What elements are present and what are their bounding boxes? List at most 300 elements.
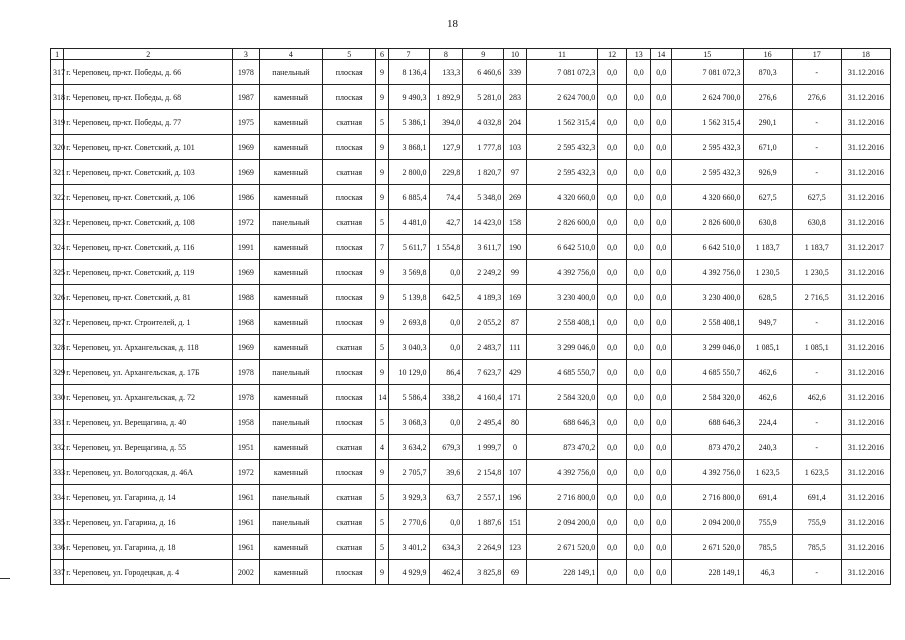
- cost-per-sqm-cell: 870,3: [743, 60, 792, 85]
- fund-3-cell: 0,0: [651, 135, 671, 160]
- total-area-cell: 6 885,4: [388, 185, 429, 210]
- cost-per-sqm-cell: 462,6: [743, 385, 792, 410]
- row-number-cell: 322: [51, 185, 64, 210]
- max-cost-per-sqm-cell: 630,8: [792, 210, 841, 235]
- row-number-cell: 321: [51, 160, 64, 185]
- completion-date-cell: 31.12.2016: [841, 135, 890, 160]
- wall-material-cell: каменный: [259, 110, 322, 135]
- wall-material-cell: панельный: [259, 360, 322, 385]
- column-number-header: 5: [323, 49, 376, 60]
- total-cost-cell: 1 562 315,4: [526, 110, 598, 135]
- residents-cell: 80: [504, 410, 527, 435]
- total-area-cell: 8 136,4: [388, 60, 429, 85]
- wall-material-cell: каменный: [259, 385, 322, 410]
- fund-3-cell: 0,0: [651, 285, 671, 310]
- total-area-cell: 3 040,3: [388, 335, 429, 360]
- column-number-header: 14: [651, 49, 671, 60]
- total-area-cell: 5 586,4: [388, 385, 429, 410]
- roof-type-cell: скатная: [323, 510, 376, 535]
- cost-per-sqm-cell: 630,8: [743, 210, 792, 235]
- max-cost-per-sqm-cell: -: [792, 410, 841, 435]
- owners-funds-cell: 1 562 315,4: [671, 110, 743, 135]
- fund-1-cell: 0,0: [598, 385, 627, 410]
- floors-cell: 9: [376, 460, 388, 485]
- roof-type-cell: скатная: [323, 160, 376, 185]
- fund-3-cell: 0,0: [651, 235, 671, 260]
- total-cost-cell: 4 392 756,0: [526, 260, 598, 285]
- residents-cell: 99: [504, 260, 527, 285]
- fund-1-cell: 0,0: [598, 535, 627, 560]
- table-row: [51, 185, 891, 210]
- owners-funds-cell: 2 624 700,0: [671, 85, 743, 110]
- total-area-cell: 3 929,3: [388, 485, 429, 510]
- fund-2-cell: 0,0: [626, 160, 651, 185]
- cost-per-sqm-cell: 290,1: [743, 110, 792, 135]
- total-area-cell: 2 693,8: [388, 310, 429, 335]
- floors-cell: 9: [376, 185, 388, 210]
- max-cost-per-sqm-cell: 276,6: [792, 85, 841, 110]
- total-area-cell: 5 611,7: [388, 235, 429, 260]
- address-cell: г. Череповец, ул. Гагарина, д. 16: [64, 510, 233, 535]
- nonresidential-area-cell: 0,0: [429, 310, 463, 335]
- residential-area-cell: 4 160,4: [463, 385, 504, 410]
- address-cell: г. Череповец, пр-кт. Советский, д. 116: [64, 235, 233, 260]
- residential-area-cell: 5 281,0: [463, 85, 504, 110]
- address-cell: г. Череповец, ул. Архангельская, д. 118: [64, 335, 233, 360]
- completion-date-cell: 31.12.2017: [841, 235, 890, 260]
- completion-date-cell: 31.12.2016: [841, 85, 890, 110]
- completion-date-cell: 31.12.2016: [841, 110, 890, 135]
- fund-2-cell: 0,0: [626, 335, 651, 360]
- nonresidential-area-cell: 0,0: [429, 510, 463, 535]
- fund-2-cell: 0,0: [626, 110, 651, 135]
- nonresidential-area-cell: 1 554,8: [429, 235, 463, 260]
- max-cost-per-sqm-cell: 691,4: [792, 485, 841, 510]
- table-row: [51, 310, 891, 335]
- fund-1-cell: 0,0: [598, 560, 627, 585]
- total-cost-cell: 2 826 600,0: [526, 210, 598, 235]
- address-cell: г. Череповец, пр-кт. Строителей, д. 1: [64, 310, 233, 335]
- max-cost-per-sqm-cell: 627,5: [792, 185, 841, 210]
- table-row: [51, 360, 891, 385]
- total-area-cell: 3 868,1: [388, 135, 429, 160]
- wall-material-cell: панельный: [259, 485, 322, 510]
- fund-2-cell: 0,0: [626, 435, 651, 460]
- completion-date-cell: 31.12.2016: [841, 535, 890, 560]
- residents-cell: 151: [504, 510, 527, 535]
- max-cost-per-sqm-cell: -: [792, 435, 841, 460]
- max-cost-per-sqm-cell: 1 230,5: [792, 260, 841, 285]
- total-cost-cell: 3 230 400,0: [526, 285, 598, 310]
- table-row: [51, 535, 891, 560]
- table-row: [51, 160, 891, 185]
- fund-1-cell: 0,0: [598, 110, 627, 135]
- fund-3-cell: 0,0: [651, 160, 671, 185]
- total-cost-cell: 3 299 046,0: [526, 335, 598, 360]
- cost-per-sqm-cell: 1 230,5: [743, 260, 792, 285]
- fund-2-cell: 0,0: [626, 535, 651, 560]
- fund-1-cell: 0,0: [598, 185, 627, 210]
- residents-cell: 103: [504, 135, 527, 160]
- wall-material-cell: панельный: [259, 410, 322, 435]
- cost-per-sqm-cell: 627,5: [743, 185, 792, 210]
- fund-1-cell: 0,0: [598, 135, 627, 160]
- roof-type-cell: плоская: [323, 560, 376, 585]
- fund-2-cell: 0,0: [626, 85, 651, 110]
- row-number-cell: 337: [51, 560, 64, 585]
- fund-1-cell: 0,0: [598, 510, 627, 535]
- total-area-cell: 3 401,2: [388, 535, 429, 560]
- fund-1-cell: 0,0: [598, 210, 627, 235]
- fund-2-cell: 0,0: [626, 185, 651, 210]
- row-number-cell: 317: [51, 60, 64, 85]
- address-cell: г. Череповец, ул. Гагарина, д. 14: [64, 485, 233, 510]
- cost-per-sqm-cell: 755,9: [743, 510, 792, 535]
- row-number-cell: 331: [51, 410, 64, 435]
- table-row: [51, 410, 891, 435]
- floors-cell: 5: [376, 485, 388, 510]
- floors-cell: 9: [376, 85, 388, 110]
- residential-area-cell: 4 189,3: [463, 285, 504, 310]
- table-row: [51, 60, 891, 85]
- max-cost-per-sqm-cell: 1 085,1: [792, 335, 841, 360]
- wall-material-cell: каменный: [259, 135, 322, 160]
- cost-per-sqm-cell: 1 623,5: [743, 460, 792, 485]
- residential-area-cell: 4 032,8: [463, 110, 504, 135]
- total-area-cell: 5 386,1: [388, 110, 429, 135]
- floors-cell: 9: [376, 135, 388, 160]
- nonresidential-area-cell: 74,4: [429, 185, 463, 210]
- year-built-cell: 1978: [233, 360, 260, 385]
- year-built-cell: 1961: [233, 485, 260, 510]
- cost-per-sqm-cell: 1 183,7: [743, 235, 792, 260]
- cost-per-sqm-cell: 462,6: [743, 360, 792, 385]
- fund-2-cell: 0,0: [626, 460, 651, 485]
- floors-cell: 5: [376, 335, 388, 360]
- address-cell: г. Череповец, пр-кт. Победы, д. 68: [64, 85, 233, 110]
- fund-3-cell: 0,0: [651, 260, 671, 285]
- floors-cell: 9: [376, 260, 388, 285]
- cost-per-sqm-cell: 671,0: [743, 135, 792, 160]
- residential-area-cell: 2 055,2: [463, 310, 504, 335]
- residents-cell: 339: [504, 60, 527, 85]
- wall-material-cell: каменный: [259, 185, 322, 210]
- floors-cell: 5: [376, 410, 388, 435]
- max-cost-per-sqm-cell: 1 623,5: [792, 460, 841, 485]
- residential-area-cell: 1 777,8: [463, 135, 504, 160]
- table-row: [51, 285, 891, 310]
- housing-table-container: [50, 48, 891, 585]
- address-cell: г. Череповец, ул. Гагарина, д. 18: [64, 535, 233, 560]
- total-area-cell: 4 481,0: [388, 210, 429, 235]
- nonresidential-area-cell: 39,6: [429, 460, 463, 485]
- owners-funds-cell: 2 595 432,3: [671, 160, 743, 185]
- row-number-cell: 333: [51, 460, 64, 485]
- table-row: [51, 110, 891, 135]
- nonresidential-area-cell: 42,7: [429, 210, 463, 235]
- fund-3-cell: 0,0: [651, 360, 671, 385]
- column-number-header: 1: [51, 49, 64, 60]
- fund-1-cell: 0,0: [598, 260, 627, 285]
- roof-type-cell: плоская: [323, 185, 376, 210]
- row-number-cell: 335: [51, 510, 64, 535]
- fund-2-cell: 0,0: [626, 385, 651, 410]
- fund-1-cell: 0,0: [598, 60, 627, 85]
- owners-funds-cell: 2 826 600,0: [671, 210, 743, 235]
- owners-funds-cell: 6 642 510,0: [671, 235, 743, 260]
- fund-1-cell: 0,0: [598, 485, 627, 510]
- year-built-cell: 1968: [233, 310, 260, 335]
- total-area-cell: 3 068,3: [388, 410, 429, 435]
- year-built-cell: 1975: [233, 110, 260, 135]
- residential-area-cell: 2 483,7: [463, 335, 504, 360]
- housing-table: [50, 48, 891, 585]
- cost-per-sqm-cell: 628,5: [743, 285, 792, 310]
- year-built-cell: 1978: [233, 60, 260, 85]
- row-number-cell: 326: [51, 285, 64, 310]
- fund-1-cell: 0,0: [598, 160, 627, 185]
- total-cost-cell: 7 081 072,3: [526, 60, 598, 85]
- owners-funds-cell: 7 081 072,3: [671, 60, 743, 85]
- roof-type-cell: скатная: [323, 485, 376, 510]
- fund-2-cell: 0,0: [626, 235, 651, 260]
- wall-material-cell: каменный: [259, 335, 322, 360]
- column-number-header: 2: [64, 49, 233, 60]
- nonresidential-area-cell: 63,7: [429, 485, 463, 510]
- cost-per-sqm-cell: 691,4: [743, 485, 792, 510]
- table-row: [51, 510, 891, 535]
- residential-area-cell: 3 611,7: [463, 235, 504, 260]
- address-cell: г. Череповец, ул. Верещагина, д. 55: [64, 435, 233, 460]
- completion-date-cell: 31.12.2016: [841, 560, 890, 585]
- address-cell: г. Череповец, пр-кт. Советский, д. 101: [64, 135, 233, 160]
- max-cost-per-sqm-cell: -: [792, 310, 841, 335]
- fund-2-cell: 0,0: [626, 260, 651, 285]
- wall-material-cell: каменный: [259, 435, 322, 460]
- roof-type-cell: плоская: [323, 235, 376, 260]
- cost-per-sqm-cell: 46,3: [743, 560, 792, 585]
- floors-cell: 4: [376, 435, 388, 460]
- total-cost-cell: 2 094 200,0: [526, 510, 598, 535]
- wall-material-cell: каменный: [259, 160, 322, 185]
- column-number-header: 18: [841, 49, 890, 60]
- residential-area-cell: 14 423,0: [463, 210, 504, 235]
- residential-area-cell: 7 623,7: [463, 360, 504, 385]
- fund-1-cell: 0,0: [598, 410, 627, 435]
- column-number-header: 8: [429, 49, 463, 60]
- row-number-cell: 328: [51, 335, 64, 360]
- completion-date-cell: 31.12.2016: [841, 385, 890, 410]
- wall-material-cell: панельный: [259, 510, 322, 535]
- floors-cell: 9: [376, 285, 388, 310]
- year-built-cell: 1961: [233, 535, 260, 560]
- wall-material-cell: каменный: [259, 235, 322, 260]
- fund-2-cell: 0,0: [626, 285, 651, 310]
- completion-date-cell: 31.12.2016: [841, 285, 890, 310]
- residential-area-cell: 1 999,7: [463, 435, 504, 460]
- wall-material-cell: каменный: [259, 560, 322, 585]
- column-number-header: 15: [671, 49, 743, 60]
- floors-cell: 9: [376, 560, 388, 585]
- fund-1-cell: 0,0: [598, 310, 627, 335]
- residents-cell: 158: [504, 210, 527, 235]
- fund-3-cell: 0,0: [651, 510, 671, 535]
- fund-3-cell: 0,0: [651, 310, 671, 335]
- fund-1-cell: 0,0: [598, 335, 627, 360]
- table-row: [51, 210, 891, 235]
- year-built-cell: 1972: [233, 210, 260, 235]
- address-cell: г. Череповец, пр-кт. Советский, д. 108: [64, 210, 233, 235]
- nonresidential-area-cell: 0,0: [429, 410, 463, 435]
- max-cost-per-sqm-cell: -: [792, 60, 841, 85]
- year-built-cell: 1991: [233, 235, 260, 260]
- year-built-cell: 1978: [233, 385, 260, 410]
- residents-cell: 97: [504, 160, 527, 185]
- nonresidential-area-cell: 86,4: [429, 360, 463, 385]
- fund-2-cell: 0,0: [626, 60, 651, 85]
- total-area-cell: 3 569,8: [388, 260, 429, 285]
- cost-per-sqm-cell: 240,3: [743, 435, 792, 460]
- roof-type-cell: плоская: [323, 135, 376, 160]
- cost-per-sqm-cell: 224,4: [743, 410, 792, 435]
- fund-3-cell: 0,0: [651, 385, 671, 410]
- fund-3-cell: 0,0: [651, 485, 671, 510]
- residents-cell: 283: [504, 85, 527, 110]
- residential-area-cell: 5 348,0: [463, 185, 504, 210]
- address-cell: г. Череповец, ул. Городецкая, д. 4: [64, 560, 233, 585]
- margin-mark: [0, 578, 10, 579]
- fund-3-cell: 0,0: [651, 335, 671, 360]
- total-cost-cell: 6 642 510,0: [526, 235, 598, 260]
- completion-date-cell: 31.12.2016: [841, 160, 890, 185]
- max-cost-per-sqm-cell: -: [792, 160, 841, 185]
- residential-area-cell: 2 264,9: [463, 535, 504, 560]
- wall-material-cell: каменный: [259, 310, 322, 335]
- completion-date-cell: 31.12.2016: [841, 485, 890, 510]
- fund-2-cell: 0,0: [626, 310, 651, 335]
- fund-1-cell: 0,0: [598, 360, 627, 385]
- residents-cell: 0: [504, 435, 527, 460]
- fund-3-cell: 0,0: [651, 185, 671, 210]
- owners-funds-cell: 2 094 200,0: [671, 510, 743, 535]
- total-cost-cell: 2 558 408,1: [526, 310, 598, 335]
- column-number-header: 16: [743, 49, 792, 60]
- max-cost-per-sqm-cell: -: [792, 360, 841, 385]
- total-cost-cell: 2 595 432,3: [526, 160, 598, 185]
- fund-1-cell: 0,0: [598, 85, 627, 110]
- max-cost-per-sqm-cell: -: [792, 110, 841, 135]
- column-number-header: 4: [259, 49, 322, 60]
- owners-funds-cell: 2 584 320,0: [671, 385, 743, 410]
- owners-funds-cell: 688 646,3: [671, 410, 743, 435]
- fund-3-cell: 0,0: [651, 60, 671, 85]
- roof-type-cell: плоская: [323, 85, 376, 110]
- total-cost-cell: 2 595 432,3: [526, 135, 598, 160]
- completion-date-cell: 31.12.2016: [841, 310, 890, 335]
- year-built-cell: 1972: [233, 460, 260, 485]
- nonresidential-area-cell: 133,3: [429, 60, 463, 85]
- year-built-cell: 1969: [233, 335, 260, 360]
- total-area-cell: 2 705,7: [388, 460, 429, 485]
- address-cell: г. Череповец, пр-кт. Советский, д. 81: [64, 285, 233, 310]
- fund-3-cell: 0,0: [651, 85, 671, 110]
- owners-funds-cell: 4 392 756,0: [671, 460, 743, 485]
- fund-1-cell: 0,0: [598, 235, 627, 260]
- column-number-header: 13: [626, 49, 651, 60]
- owners-funds-cell: 2 671 520,0: [671, 535, 743, 560]
- residents-cell: 429: [504, 360, 527, 385]
- residents-cell: 190: [504, 235, 527, 260]
- address-cell: г. Череповец, пр-кт. Советский, д. 106: [64, 185, 233, 210]
- row-number-cell: 319: [51, 110, 64, 135]
- wall-material-cell: панельный: [259, 210, 322, 235]
- owners-funds-cell: 873 470,2: [671, 435, 743, 460]
- fund-2-cell: 0,0: [626, 360, 651, 385]
- fund-3-cell: 0,0: [651, 435, 671, 460]
- page-number: 18: [447, 18, 458, 30]
- fund-1-cell: 0,0: [598, 435, 627, 460]
- wall-material-cell: каменный: [259, 460, 322, 485]
- fund-3-cell: 0,0: [651, 110, 671, 135]
- roof-type-cell: скатная: [323, 535, 376, 560]
- residential-area-cell: 2 154,8: [463, 460, 504, 485]
- table-row: [51, 335, 891, 360]
- fund-2-cell: 0,0: [626, 410, 651, 435]
- max-cost-per-sqm-cell: -: [792, 560, 841, 585]
- row-number-cell: 318: [51, 85, 64, 110]
- table-row: [51, 560, 891, 585]
- fund-3-cell: 0,0: [651, 535, 671, 560]
- completion-date-cell: 31.12.2016: [841, 510, 890, 535]
- nonresidential-area-cell: 0,0: [429, 260, 463, 285]
- total-area-cell: 4 929,9: [388, 560, 429, 585]
- fund-2-cell: 0,0: [626, 135, 651, 160]
- row-number-cell: 332: [51, 435, 64, 460]
- residents-cell: 169: [504, 285, 527, 310]
- fund-3-cell: 0,0: [651, 210, 671, 235]
- column-number-header: 17: [792, 49, 841, 60]
- owners-funds-cell: 228 149,1: [671, 560, 743, 585]
- table-row: [51, 260, 891, 285]
- completion-date-cell: 31.12.2016: [841, 360, 890, 385]
- residents-cell: 87: [504, 310, 527, 335]
- floors-cell: 9: [376, 310, 388, 335]
- floors-cell: 9: [376, 60, 388, 85]
- address-cell: г. Череповец, пр-кт. Советский, д. 119: [64, 260, 233, 285]
- total-cost-cell: 228 149,1: [526, 560, 598, 585]
- owners-funds-cell: 4 685 550,7: [671, 360, 743, 385]
- residential-area-cell: 1 887,6: [463, 510, 504, 535]
- residential-area-cell: 1 820,7: [463, 160, 504, 185]
- row-number-cell: 324: [51, 235, 64, 260]
- total-cost-cell: 4 392 756,0: [526, 460, 598, 485]
- wall-material-cell: каменный: [259, 85, 322, 110]
- year-built-cell: 1969: [233, 160, 260, 185]
- wall-material-cell: панельный: [259, 60, 322, 85]
- roof-type-cell: скатная: [323, 110, 376, 135]
- roof-type-cell: скатная: [323, 210, 376, 235]
- address-cell: г. Череповец, ул. Верещагина, д. 40: [64, 410, 233, 435]
- max-cost-per-sqm-cell: 2 716,5: [792, 285, 841, 310]
- residential-area-cell: 2 249,2: [463, 260, 504, 285]
- completion-date-cell: 31.12.2016: [841, 210, 890, 235]
- fund-3-cell: 0,0: [651, 460, 671, 485]
- year-built-cell: 1951: [233, 435, 260, 460]
- max-cost-per-sqm-cell: 755,9: [792, 510, 841, 535]
- cost-per-sqm-cell: 926,9: [743, 160, 792, 185]
- max-cost-per-sqm-cell: 785,5: [792, 535, 841, 560]
- max-cost-per-sqm-cell: 462,6: [792, 385, 841, 410]
